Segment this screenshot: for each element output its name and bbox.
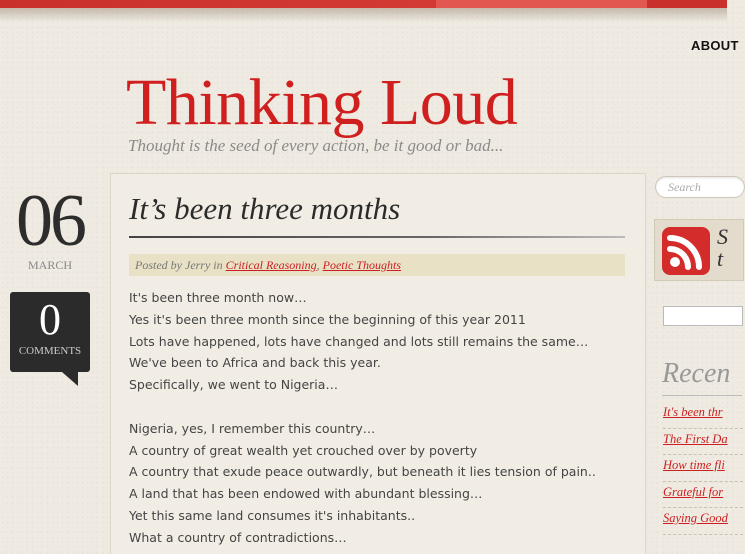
post-line: What a country of contradictions… bbox=[129, 529, 347, 545]
comments-count: 0 bbox=[39, 295, 61, 344]
subscribe-text-line-2: t bbox=[717, 246, 724, 271]
post-line: A country of great wealth yet crouched over by poverty bbox=[129, 442, 478, 458]
comments-label: COMMENTS bbox=[18, 345, 82, 357]
recent-post-link[interactable]: It's been thr bbox=[663, 405, 723, 419]
category-link-poetic-thoughts[interactable]: Poetic Thoughts bbox=[322, 258, 401, 272]
post-line: We've been to Africa and back this year. bbox=[129, 355, 381, 371]
subscribe-email-input[interactable] bbox=[663, 306, 743, 326]
top-decorative-stripe bbox=[0, 0, 727, 8]
post-line: Specifically, we went to Nigeria… bbox=[129, 377, 338, 393]
post-date-month: MARCH bbox=[27, 258, 72, 272]
recent-posts-heading: Recen bbox=[662, 358, 731, 389]
post-meta bbox=[129, 254, 625, 276]
comments-badge-tail bbox=[62, 372, 78, 386]
post-title-divider bbox=[129, 236, 625, 238]
list-item bbox=[663, 482, 743, 509]
recent-post-link[interactable]: How time fli bbox=[663, 458, 725, 472]
post-line: Lots have happened, lots have changed and lots still remains the same… bbox=[129, 333, 589, 349]
site-title[interactable]: Thinking Loud bbox=[126, 66, 518, 139]
post-article bbox=[110, 173, 646, 554]
search-input[interactable] bbox=[655, 176, 745, 198]
recent-post-link[interactable]: Grateful for bbox=[663, 484, 724, 499]
list-item bbox=[663, 508, 743, 535]
category-link-critical-reasoning[interactable]: Critical Reasoning bbox=[225, 258, 317, 272]
rss-feed-icon bbox=[662, 227, 710, 275]
post-line: It's been three month now… bbox=[129, 290, 307, 305]
recent-post-link[interactable]: Saying Good bbox=[663, 511, 728, 525]
list-item bbox=[663, 402, 743, 429]
post-line: A country that exude peace outwardly, but beneath it lies tension of pain.. bbox=[129, 464, 596, 480]
comments-badge[interactable] bbox=[10, 292, 90, 372]
post-line: A land that has been endowed with abundant blessing… bbox=[129, 486, 483, 502]
list-item bbox=[663, 429, 743, 456]
category-separator: , bbox=[316, 258, 320, 272]
recent-post-link[interactable]: The First Da bbox=[663, 431, 728, 446]
list-item bbox=[663, 455, 743, 482]
post-date-day: 06 bbox=[16, 180, 84, 262]
top-stripe-shadow bbox=[0, 8, 727, 22]
subscribe-text bbox=[717, 226, 728, 270]
recent-posts-divider bbox=[662, 395, 742, 396]
post-title[interactable]: It’s been three months bbox=[129, 191, 401, 226]
post-line: Nigeria, yes, I remember this country… bbox=[129, 420, 376, 436]
post-body bbox=[129, 287, 629, 549]
search-placeholder: Search bbox=[668, 180, 701, 194]
rss-subscribe-box[interactable] bbox=[654, 219, 744, 281]
post-line: Yes it's been three month since the beginning of this year 2011 bbox=[129, 311, 526, 327]
subscribe-text-line-1: S bbox=[717, 224, 728, 249]
post-line: Yet this same land consumes it's inhabitants.. bbox=[129, 507, 416, 523]
nav-about-link[interactable]: ABOUT bbox=[691, 38, 739, 53]
recent-posts-list bbox=[663, 402, 743, 535]
post-meta-prefix: Posted by Jerry in bbox=[135, 258, 223, 272]
site-tagline: Thought is the seed of every action, be it good or bad... bbox=[128, 136, 504, 155]
